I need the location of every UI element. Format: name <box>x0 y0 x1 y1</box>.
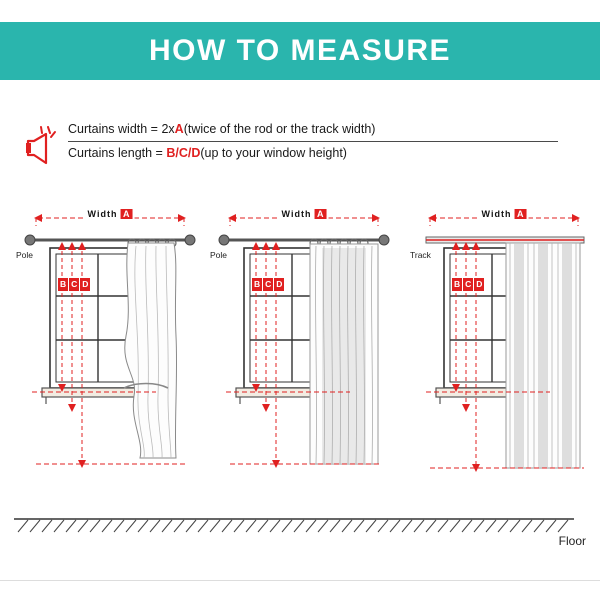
length-code-c-3: C <box>465 279 472 289</box>
mount-label-2: Pole <box>210 250 228 260</box>
length-code-b-3: B <box>454 279 461 289</box>
note-line-width <box>68 118 558 142</box>
mount-label-1: Pole <box>16 250 34 260</box>
note-width-code: A <box>174 122 184 136</box>
width-word-1: Width <box>87 209 118 219</box>
length-code-c-1: C <box>71 279 78 289</box>
width-word-3: Width <box>481 209 512 219</box>
bottom-divider <box>0 580 600 581</box>
width-code-2: A <box>316 209 325 219</box>
megaphone-icon <box>24 124 64 168</box>
note-lines <box>68 118 558 165</box>
length-code-b-1: B <box>60 279 67 289</box>
length-code-b-2: B <box>254 279 261 289</box>
note-length-code: B/C/D <box>166 146 201 160</box>
curtain-illustration-1 <box>16 196 202 486</box>
note-length-post: (up to your window height) <box>200 146 347 160</box>
measurement-notes <box>24 118 564 174</box>
length-codes-3 <box>452 278 484 291</box>
length-code-d-2: D <box>276 279 283 289</box>
curtain-illustration-3 <box>410 196 596 486</box>
header-banner <box>0 22 600 80</box>
diagram-panel-pole-tieback <box>16 196 202 486</box>
length-code-d-1: D <box>82 279 89 289</box>
note-width-post: (twice of the rod or the track width) <box>183 122 376 136</box>
floor-hatching <box>14 516 586 556</box>
note-line-length <box>68 142 558 165</box>
width-code-1: A <box>122 209 131 219</box>
mount-label-3: Track <box>410 250 431 260</box>
width-code-3: A <box>516 209 525 219</box>
curtain-illustration-2 <box>210 196 396 486</box>
note-width-pre: Curtains width = 2x <box>68 122 175 136</box>
note-length-pre: Curtains length = <box>68 146 167 160</box>
page-title: HOW TO MEASURE <box>148 34 452 67</box>
length-code-d-3: D <box>476 279 483 289</box>
length-codes-1 <box>58 278 90 291</box>
floor-label: Floor <box>558 534 586 548</box>
length-codes-2 <box>252 278 284 291</box>
diagram-panel-track <box>410 196 596 486</box>
length-code-c-2: C <box>265 279 272 289</box>
diagram-panel-pole-sheer <box>210 196 396 486</box>
width-word-2: Width <box>281 209 312 219</box>
